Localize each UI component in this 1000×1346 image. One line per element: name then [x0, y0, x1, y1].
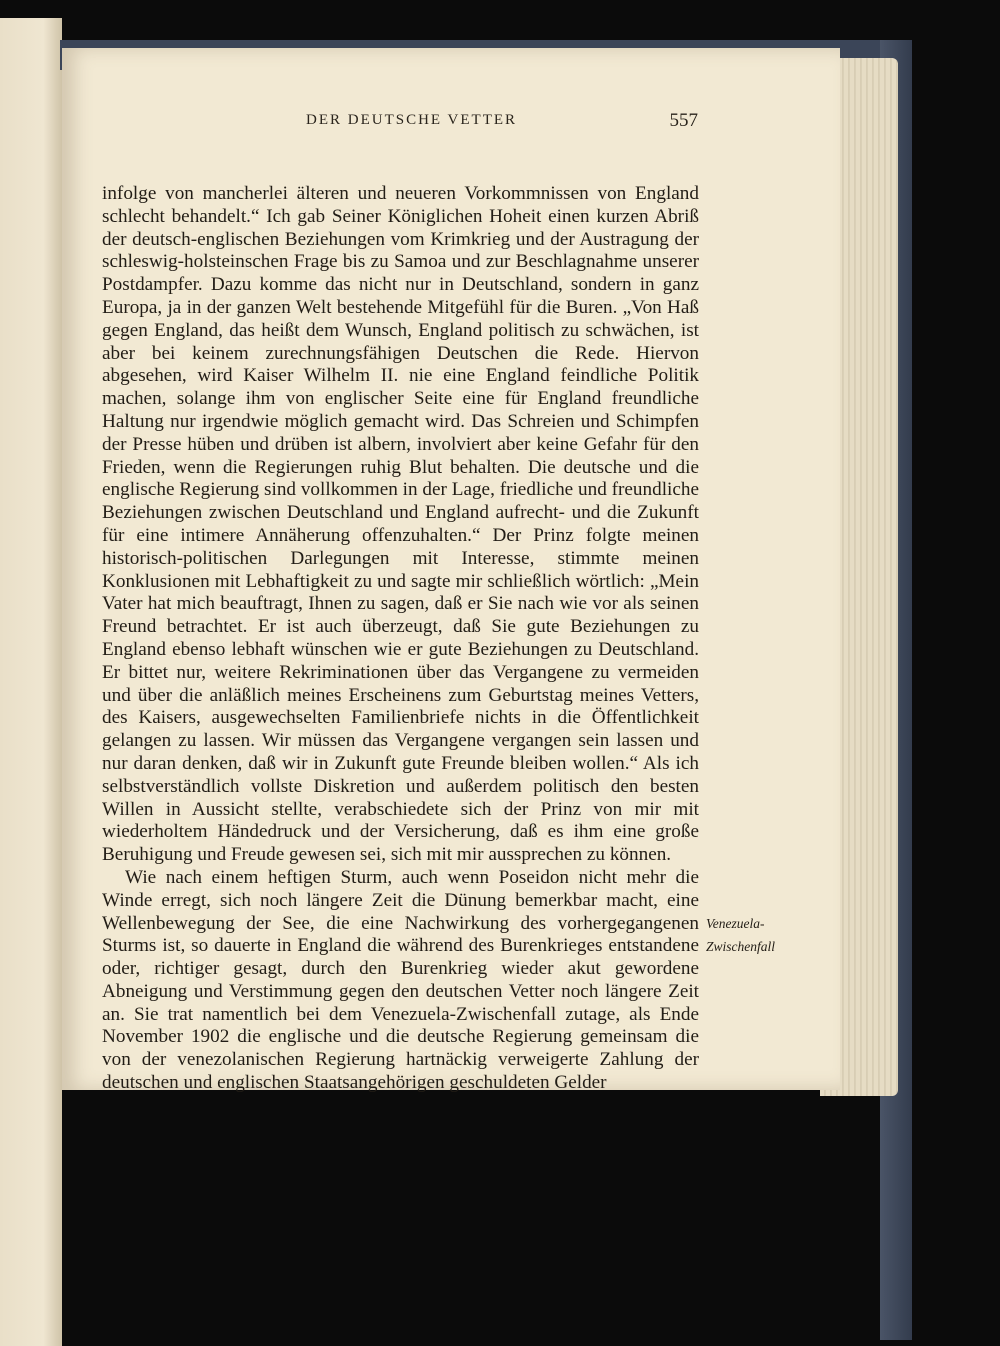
paragraph-1: infolge von mancherlei älteren und neueren Vorkommnissen von England schlecht behandelt.“ Ich gab Seiner Königlichen Hoheit einen kurzen Abriß der deutsch-englischen Beziehungen vom Krimkrieg und der Austragung der schleswig-holsteinschen Frage bis zu Samoa und zur Beschlagnahme unserer Postdampfer. Dazu komme das nicht nur in Deutschland, sondern in ganz Europa, ja in der ganzen Welt bestehende Mitgefühl für die Buren. „Von Haß gegen England, das heißt dem Wunsch, England politisch zu schwächen, ist aber bei keinem zurechnungsfähigen Deutschen die Rede. Hiervon abgesehen, wird Kaiser Wilhelm II. nie eine England feindliche Politik machen, solange ihm von englischer Seite eine für England freundliche Haltung nur irgendwie möglich gemacht wird. Das Schreien und Schimpfen der Presse hüben und drüben ist albern, involviert aber keine Gefahr für den Frieden, wenn die Regierungen ruhig Blut behalten. Die deutsche und die englische Regierung sind vollkommen in der Lage, friedliche und freundliche Beziehungen zwischen Deutschland und England aufrecht- und die Zukunft für eine intimere Annäherung offenzuhalten.“ Der Prinz folgte meinen historisch-politischen Darlegungen mit Interesse, stimmte meinen Konklusionen mit Lebhaftigkeit zu und sagte mir schließlich wörtlich: „Mein Vater hat mich beauftragt, Ihnen zu sagen, daß er Sie nach wie vor als seinen Freund betrachtet. Er ist auch überzeugt, daß Sie gute Beziehungen zu England ebenso lebhaft wünschen wie er gute Beziehungen zu Deutschland. Er bittet nur, weitere Rekriminationen über das Vergangene zu vermeiden und über die anläßlich meines Erscheinens zum Geburtstag meines Vetters, des Kaisers, ausgewechselten Familienbriefe nichts in die Öffentlichkeit gelangen zu lassen. Wir müssen das Vergangene vergangen sein lassen und nur daran denken, daß wir in Zukunft gute Freunde bleiben wollen.“ Als ich selbstverständlich vollste Diskretion und außerdem politisch den besten Willen in Aussicht stellte, verabschiedete sich der Prinz von mir mit wiederholtem Händedruck und der Versicherung, daß es ihm eine große Beruhigung und Freude gewesen sei, sich mit mir aussprechen zu können. [102, 183, 699, 866]
page-number: 557 [669, 110, 698, 131]
page-header [246, 112, 698, 138]
body-text [102, 183, 699, 1095]
paragraph-2: Wie nach einem heftigen Sturm, auch wenn Poseidon nicht mehr die Winde erregt, sich noch längere Zeit die Dünung bemerkbar macht, eine Wellenbewegung der See, die eine Nachwirkung des vorhergegangenen Sturms ist, so dauerte in England die während des Burenkrieges entstandene oder, richtiger gesagt, durch den Burenkrieg wieder akut gewordene Abneigung und Verstimmung gegen den deutschen Vetter noch längere Zeit an. Sie trat namentlich bei dem Venezuela-Zwischenfall zutage, als Ende November 1902 die englische und die deutsche Regierung gemeinsam die von der venezolanischen Regierung hartnäckig verweigerte Zahlung der deutschen und englischen Staatsangehörigen geschuldeten Gelder [102, 866, 699, 1094]
running-title: DER DEUTSCHE VETTER [306, 112, 518, 128]
margin-note-line-1: Venezuela- [706, 916, 765, 931]
margin-note-line-2: Zwischenfall [706, 938, 776, 954]
facing-page-edge [0, 18, 62, 1346]
margin-note [706, 913, 806, 959]
